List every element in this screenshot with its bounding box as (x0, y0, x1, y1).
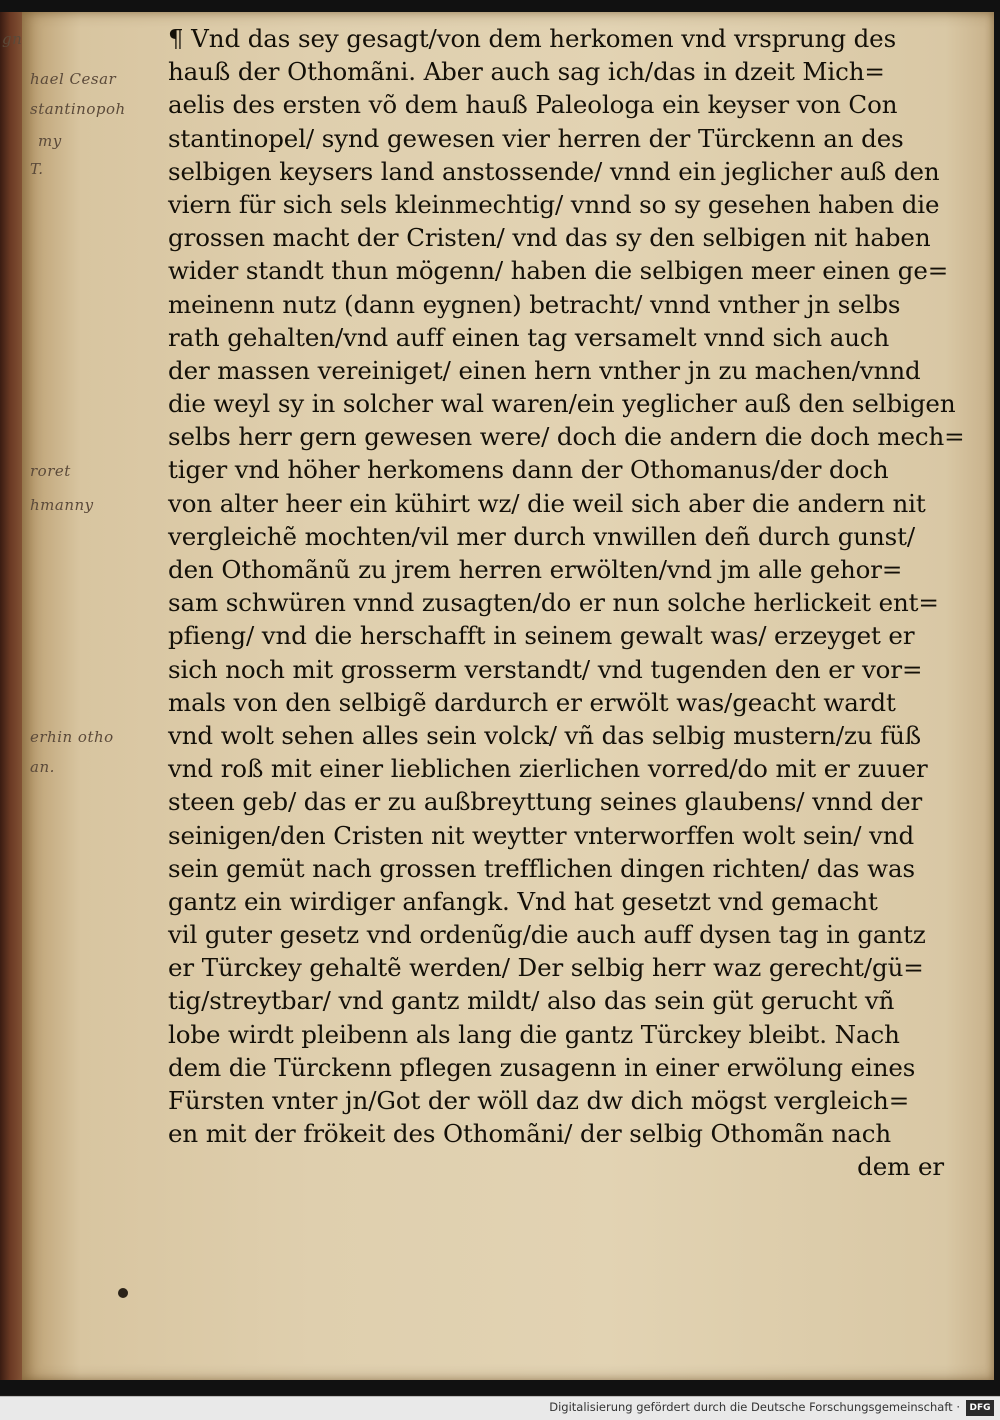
text-line: vergleichẽ mochten/vil mer durch vnwillen deñ durch gunst/ (168, 521, 916, 551)
margin-note: an. (30, 758, 55, 776)
dfg-logo-icon: DFG (966, 1400, 994, 1416)
text-line: stantinopel/ synd gewesen vier herren der Türckenn an des (168, 123, 904, 153)
margin-note: stantinopoh (30, 100, 126, 118)
text-line: aelis des ersten võ dem hauß Paleologa ein keyser von Con (168, 90, 898, 120)
text-line: tiger vnd höher herkomens dann der Othomanus/der doch (168, 455, 889, 485)
text-line: ¶ Vnd das sey gesagt/von dem herkomen vnd vrsprung des (168, 24, 897, 53)
ink-dot (118, 1288, 128, 1298)
text-line: grossen macht der Cristen/ vnd das sy den selbigen nit haben (168, 223, 931, 253)
text-line: tig/streytbar/ vnd gantz mildt/ also das sein güt gerucht vñ (168, 986, 895, 1016)
text-line: selbs herr gern gewesen were/ doch die andern die doch mech= (168, 422, 965, 452)
text-line: vnd wolt sehen alles sein volck/ vñ das selbig mustern/zu füß (168, 720, 922, 750)
text-line: rath gehalten/vnd auff einen tag versamelt vnnd sich auch (168, 322, 890, 352)
text-line: steen geb/ das er zu außbreyttung seines glaubens/ vnnd der (168, 787, 923, 817)
text-line: dem die Türckenn pflegen zusagenn in einer erwölung eines (168, 1052, 916, 1082)
text-line: die weyl sy in solcher wal waren/ein yeglicher auß den selbigen (168, 389, 956, 419)
text-line: vnd roß mit einer lieblichen zierlichen vorred/do mit er zuuer (168, 754, 928, 784)
text-line: en mit der frökeit des Othomãni/ der selbig Othomãn nach (168, 1119, 892, 1149)
text-line: mals von den selbigẽ dardurch er erwölt was/geacht wardt (168, 687, 896, 717)
dfg-credit-text: Digitalisierung gefördert durch die Deutsche Forschungsgemeinschaft · (549, 1400, 960, 1414)
text-line: lobe wirdt pleibenn als lang die gantz Türckey bleibt. Nach (168, 1019, 900, 1049)
text-line: gantz ein wirdiger anfangk. Vnd hat gesetzt vnd gemacht (168, 886, 878, 916)
margin-note: hael Cesar (30, 70, 117, 88)
text-line: vil guter gesetz vnd ordenũg/die auch auff dysen tag in gantz (168, 920, 926, 950)
text-line: er Türckey gehaltẽ werden/ Der selbig herr waz gerecht/gü= (168, 953, 924, 983)
text-line: sam schwüren vnnd zusagten/do er nun solche herlickeit ent= (168, 588, 939, 618)
text-line: sein gemüt nach grossen trefflichen dingen richten/ das was (168, 853, 915, 883)
footer-bar (0, 1396, 1000, 1420)
margin-note: erhin otho (30, 728, 114, 746)
text-line: der massen vereiniget/ einen hern vnther jn zu machen/vnnd (168, 355, 921, 385)
text-line: von alter heer ein kühirt wz/ die weil sich aber die andern nit (168, 488, 926, 518)
text-line: sich noch mit grosserm verstandt/ vnd tugenden den er vor= (168, 654, 923, 684)
margin-note: gn (2, 30, 23, 48)
text-line: pfieng/ vnd die herschafft in seinem gewalt was/ erzeyget er (168, 621, 915, 651)
text-line: selbigen keysers land anstossende/ vnnd ein jeglicher auß den (168, 156, 940, 186)
text-line: meinenn nutz (dann eygnen) betracht/ vnnd vnther jn selbs (168, 289, 901, 319)
margin-note: T. (30, 160, 44, 178)
margin-note: roret (30, 462, 71, 480)
text-line: seinigen/den Cristen nit weytter vnterworffen wolt sein/ vnd (168, 820, 915, 850)
text-line: wider standt thun mögenn/ haben die selbigen meer einen ge= (168, 256, 949, 286)
margin-note: hmanny (30, 496, 94, 514)
catchword: dem er (857, 1152, 944, 1182)
text-line: viern für sich sels kleinmechtig/ vnnd so sy gesehen haben die (168, 189, 940, 219)
printed-text-block (168, 22, 965, 1184)
margin-note: my (38, 132, 62, 150)
text-line: Fürsten vnter jn/Got der wöll daz dw dich mögst vergleich= (168, 1086, 910, 1115)
text-line: hauß der Othomãni. Aber auch sag ich/das in dzeit Mich= (168, 57, 885, 87)
text-line: den Othomãnũ zu jrem herren erwölten/vnd jm alle gehor= (168, 555, 903, 584)
